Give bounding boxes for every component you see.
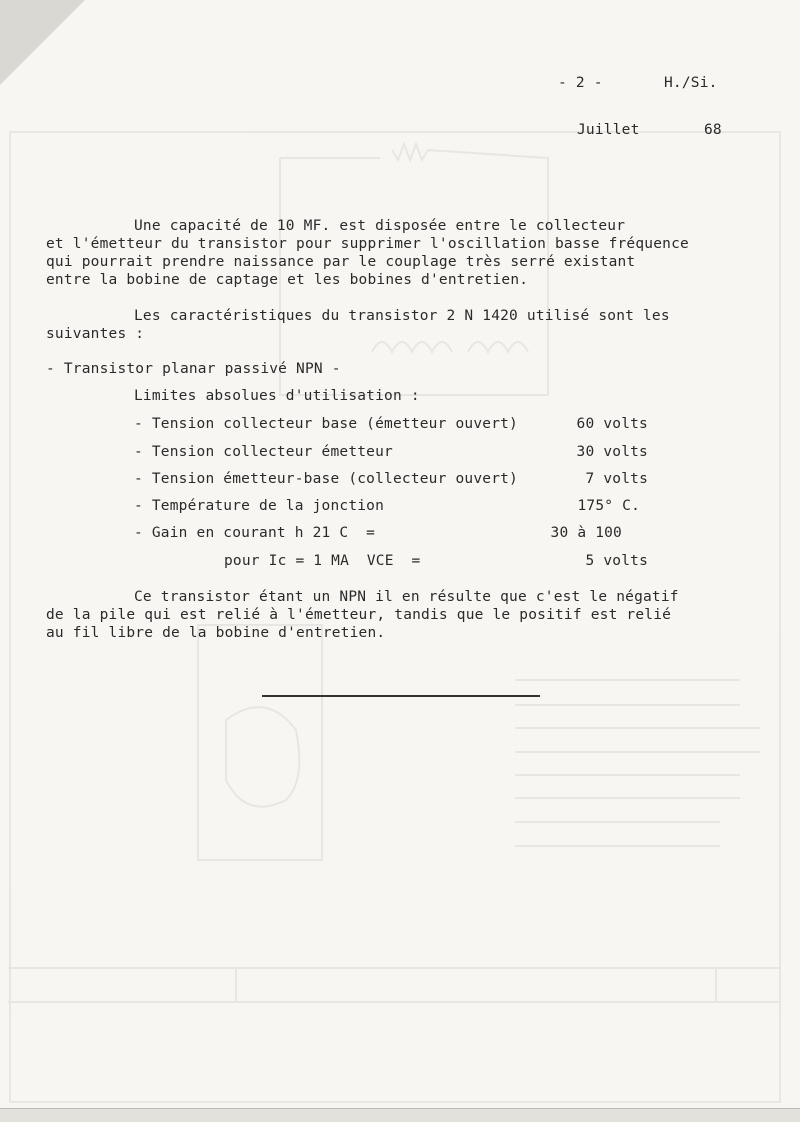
spec-value: 5 volts (585, 553, 648, 569)
spec-value: 7 volts (585, 471, 648, 487)
paragraph-3-line-1: Ce transistor étant un NPN il en résulte que c'est le négatif (134, 589, 679, 605)
spec-label: pour Ic = 1 MA VCE = (224, 553, 421, 569)
paragraph-1-line-3: qui pourrait prendre naissance par le couplage très serré existant (46, 254, 636, 270)
paragraph-3-line-2: de la pile qui est relié à l'émetteur, tandis que le positif est relié (46, 607, 672, 623)
paragraph-1-line-2: et l'émetteur du transistor pour supprimer l'oscillation basse fréquence (46, 236, 689, 252)
transistor-type-line: - Transistor planar passivé NPN - (46, 361, 341, 377)
page-bottom-edge (0, 1108, 800, 1122)
spec-value: 30 volts (576, 444, 648, 460)
paragraph-1-line-1: Une capacité de 10 MF. est disposée entre le collecteur (134, 218, 626, 234)
spec-value: 30 à 100 (550, 525, 622, 541)
spec-label: - Température de la jonction (134, 498, 385, 514)
spec-value: 60 volts (576, 416, 648, 432)
paragraph-3-line-3: au fil libre de la bobine d'entretien. (46, 625, 386, 641)
spec-label: - Tension émetteur-base (collecteur ouvert) (134, 471, 518, 487)
date-month: Juillet (577, 122, 640, 138)
paragraph-2-line-2: suivantes : (46, 326, 145, 342)
spec-label: - Tension collecteur émetteur (134, 444, 393, 460)
spec-label: - Gain en courant h 21 C = (134, 525, 376, 541)
limits-title: Limites absolues d'utilisation : (134, 388, 420, 404)
closing-rule (262, 695, 540, 697)
spec-value: 175° C. (577, 498, 640, 514)
paragraph-1-line-4: entre la bobine de captage et les bobines d'entretien. (46, 272, 529, 288)
date-year: 68 (704, 122, 722, 138)
folded-corner (0, 0, 85, 85)
paragraph-2-line-1: Les caractéristiques du transistor 2 N 1420 utilisé sont les (134, 308, 670, 324)
spec-label: - Tension collecteur base (émetteur ouvert) (134, 416, 518, 432)
reference-code: H./Si. (664, 75, 718, 91)
page-number: - 2 - (558, 75, 603, 91)
